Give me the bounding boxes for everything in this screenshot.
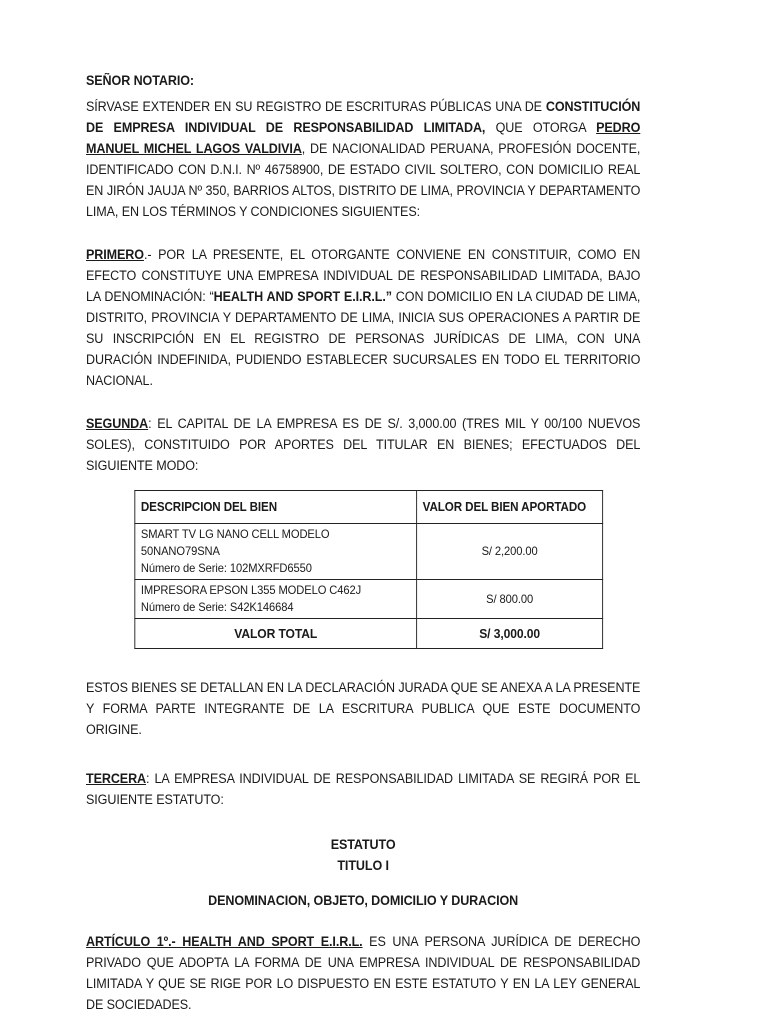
table-header-description: DESCRIPCION DEL BIEN	[135, 491, 417, 524]
intro-text-2: QUE OTORGA	[485, 120, 597, 135]
table-header-value: VALOR DEL BIEN APORTADO	[417, 491, 603, 524]
intro-bold-1: CONSTITUCIÓN DE EMPRESA INDIVIDUAL DE RESPONSABILIDAD LIMITADA,	[86, 99, 641, 135]
document-body	[86, 70, 640, 1015]
asset-description: SMART TV LG NANO CELL MODELO 50NANO79SNA	[140, 527, 330, 558]
tercera-text: : LA EMPRESA INDIVIDUAL DE RESPONSABILIDAD LIMITADA SE REGIRÁ POR EL SIGUIENTE ESTATUTO:	[86, 771, 641, 807]
table-header-row	[135, 491, 603, 524]
asset-serial: Número de Serie: 102MXRFD6550	[140, 561, 312, 575]
intro-text-1: SÍRVASE EXTENDER EN SU REGISTRO DE ESCRITURAS PÚBLICAS UNA DE	[86, 99, 546, 114]
primero-paragraph	[86, 244, 640, 391]
intro-text-3: , DE NACIONALIDAD PERUANA, PROFESIÓN DOCENTE, IDENTIFICADO CON D.N.I. Nº 46758900, DE ESTADO CIVIL SOLTERO, CON DOMICILIO REAL EN JIRÓN JAUJA Nº 350, BARRIOS ALTOS, DISTRITO DE LIMA, PROVINCIA Y DEPARTAMENTO LIMA, EN LOS TÉRMINOS Y CONDICIONES SIGUIENTES:	[86, 141, 641, 219]
bienes-paragraph: ESTOS BIENES SE DETALLAN EN LA DECLARACIÓN JURADA QUE SE ANEXA A LA PRESENTE Y FORMA PARTE INTEGRANTE DE LA ESCRITURA PUBLICA QUE ESTE DOCUMENTO ORIGINE.	[86, 680, 641, 737]
total-label: VALOR TOTAL	[135, 619, 417, 649]
table-cell-description	[135, 524, 417, 580]
segunda-paragraph	[86, 413, 640, 476]
table-row	[135, 524, 603, 580]
asset-serial: Número de Serie: S42K146684	[140, 600, 294, 614]
estatuto-heading: ESTATUTO	[330, 837, 396, 852]
total-value: S/ 3,000.00	[417, 619, 603, 649]
primero-text-1: .- POR LA PRESENTE, EL OTORGANTE CONVIENE EN CONSTITUIR, COMO EN EFECTO CONSTITUYE UNA EMPRESA INDIVIDUAL DE RESPONSABILIDAD LIMITADA, BAJO LA DENOMINACIÓN: “	[86, 247, 641, 304]
articulo1-paragraph	[86, 931, 640, 1015]
tercera-paragraph	[86, 768, 640, 810]
segunda-label: SEGUNDA	[86, 416, 149, 431]
table-cell-value: S/ 800.00	[417, 580, 603, 619]
primero-company-name: HEALTH AND SPORT E.I.R.L.”	[213, 289, 392, 304]
table-cell-value: S/ 2,200.00	[417, 524, 603, 580]
section-heading: DENOMINACION, OBJETO, DOMICILIO Y DURACION	[208, 893, 519, 908]
articulo1-text: ES UNA PERSONA JURÍDICA DE DERECHO PRIVADO QUE ADOPTA LA FORMA DE UNA EMPRESA INDIVIDUAL DE RESPONSABILIDAD LIMITADA Y QUE SE RIGE POR LO DISPUESTO EN ESTE ESTATUTO Y EN LA LEY GENERAL DE SOCIEDADES.	[86, 934, 641, 1012]
table-total-row	[135, 619, 603, 649]
intro-paragraph	[86, 96, 640, 222]
titulo-heading: TITULO I	[337, 858, 389, 873]
intro-grantor-name: PEDRO MANUEL MICHEL LAGOS VALDIVIA	[86, 120, 641, 156]
asset-description: IMPRESORA EPSON L355 MODELO C462J	[140, 583, 362, 597]
primero-text-2: CON DOMICILIO EN LA CIUDAD DE LIMA, DISTRITO, PROVINCIA Y DEPARTAMENTO DE LIMA, INICIA SUS OPERACIONES A PARTIR DE SU INSCRIPCIÓN EN EL REGISTRO DE PERSONAS JURÍDICAS DE LIMA, CON UNA DURACIÓN INDEFINIDA, PUDIENDO ESTABLECER SUCURSALES EN TODO EL TERRITORIO NACIONAL.	[86, 289, 641, 388]
doc-title: SEÑOR NOTARIO:	[86, 73, 194, 88]
tercera-label: TERCERA	[86, 771, 147, 786]
primero-label: PRIMERO	[86, 247, 144, 262]
articulo1-label: ARTÍCULO 1º.- HEALTH AND SPORT E.I.R.L.	[86, 934, 363, 949]
table-row	[135, 580, 603, 619]
segunda-text: : EL CAPITAL DE LA EMPRESA ES DE S/. 3,000.00 (TRES MIL Y 00/100 NUEVOS SOLES), CONSTITUIDO POR APORTES DEL TITULAR EN BIENES; EFECTUADOS DEL SIGUIENTE MODO:	[86, 416, 641, 473]
assets-table	[134, 490, 603, 649]
table-cell-description	[135, 580, 417, 619]
